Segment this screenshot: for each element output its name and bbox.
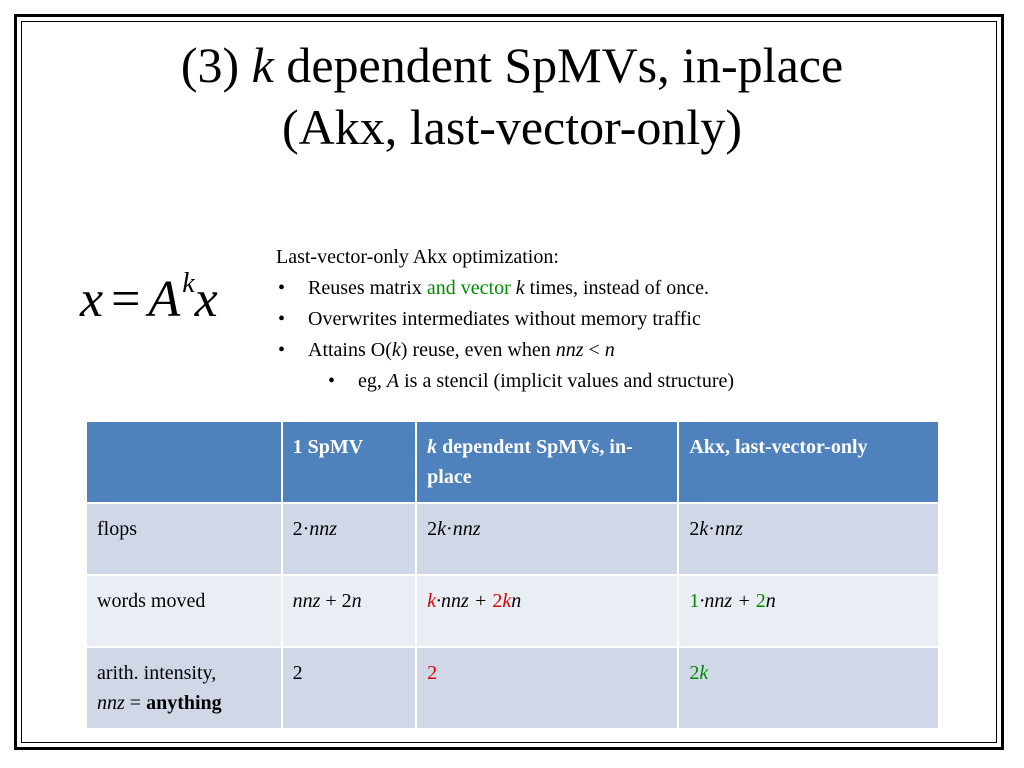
cell-var: n [765, 590, 776, 612]
bullet-green-text: and vector [426, 277, 511, 299]
table-cell [282, 575, 417, 647]
bullet-intro: Last-vector-only Akx optimization: [276, 246, 559, 268]
bullet-item [276, 335, 734, 366]
formula-base: A [148, 271, 181, 328]
cell-var: nnz [292, 590, 321, 612]
table-row [86, 503, 939, 575]
slide-title [0, 34, 1024, 158]
bullet-var-nnz: nnz [555, 339, 584, 361]
formula-lhs: x [80, 271, 104, 328]
bullet-subitem [276, 366, 734, 397]
title-prefix: (3) [180, 37, 252, 93]
row-label: words moved [86, 575, 282, 647]
table-cell [416, 647, 678, 729]
header-var-k: k [427, 436, 438, 458]
header-cell-k-dependent [416, 421, 678, 503]
bullet-var-a: A [386, 370, 400, 392]
cell-var: nnz [97, 692, 125, 714]
bullet-var-k: k [515, 277, 525, 299]
title-line-2: (Akx, last-vector-only) [282, 99, 742, 155]
table-cell [678, 647, 939, 729]
title-rest: dependent SpMVs, in-place [273, 37, 844, 93]
bullet-text: Overwrites intermediates without memory traffic [308, 308, 701, 330]
bullet-item [276, 273, 734, 304]
bullet-dot: • [328, 370, 336, 392]
cell-var: n [511, 590, 522, 612]
table-cell [678, 575, 939, 647]
bullet-text: is a stencil (implicit values and structure) [399, 370, 735, 392]
cell-var-red: k [502, 590, 512, 612]
cell-text-bold: anything [146, 692, 222, 714]
header-cell-akx: Akx, last-vector-only [678, 421, 939, 503]
cell-var: n [351, 590, 362, 612]
cell-var: ·nnz + [436, 590, 493, 612]
bullet-text: times, instead of once. [524, 277, 710, 299]
row-label-line [97, 688, 271, 718]
bullet-text: < [583, 339, 605, 361]
bullet-var-k: k [391, 339, 401, 361]
formula [80, 270, 218, 326]
bullet-text: eg, [358, 370, 387, 392]
cell-text: = [124, 692, 147, 714]
bullet-text: ) reuse, even when [400, 339, 556, 361]
bullet-text: Reuses matrix [308, 277, 427, 299]
cell-text: 2 [427, 518, 438, 540]
cell-text-green: 2 [689, 662, 700, 684]
cell-var: ·nnz + [699, 590, 756, 612]
cell-text: 2 [689, 518, 700, 540]
cell-var-red: k [427, 590, 437, 612]
formula-eq: = [111, 271, 141, 328]
cell-text: · [708, 518, 715, 540]
cell-var: k [699, 518, 709, 540]
cell-text-red: 2 [492, 590, 503, 612]
table-cell [282, 503, 417, 575]
row-label-line: arith. intensity, [97, 662, 217, 684]
row-label [86, 647, 282, 729]
cell-text-red: 2 [427, 662, 438, 684]
cell-var: nnz [452, 518, 481, 540]
cell-var: nnz [309, 518, 338, 540]
table-cell [416, 575, 678, 647]
bullet-dot: • [278, 277, 286, 299]
table-header-row [86, 421, 939, 503]
formula-exp: k [182, 268, 195, 299]
cell-var: k [437, 518, 447, 540]
header-text: dependent SpMVs, in-place [427, 436, 633, 488]
cell-text: · [446, 518, 453, 540]
header-cell-empty [86, 421, 282, 503]
bullet-list [276, 242, 734, 397]
cell-text: 2· [292, 518, 310, 540]
title-line-1 [0, 34, 1024, 96]
cell-var-green: k [699, 662, 709, 684]
table-row [86, 647, 939, 729]
bullet-dot: • [278, 339, 286, 361]
table-row [86, 575, 939, 647]
cell-text-green: 2 [755, 590, 766, 612]
cell-text-green: 1 [689, 590, 700, 612]
header-cell-1-spmv: 1 SpMV [282, 421, 417, 503]
title-var-k: k [251, 37, 274, 93]
table-cell: 2 [282, 647, 417, 729]
row-label: flops [86, 503, 282, 575]
bullet-item [276, 304, 734, 335]
table-cell [678, 503, 939, 575]
bullet-dot: • [278, 308, 286, 330]
table-cell [416, 503, 678, 575]
bullet-var-n: n [604, 339, 615, 361]
bullet-text: Attains O( [308, 339, 392, 361]
cell-text: + 2 [320, 590, 352, 612]
comparison-table [85, 420, 940, 730]
cell-var: nnz [714, 518, 743, 540]
formula-rhs: x [194, 271, 218, 328]
